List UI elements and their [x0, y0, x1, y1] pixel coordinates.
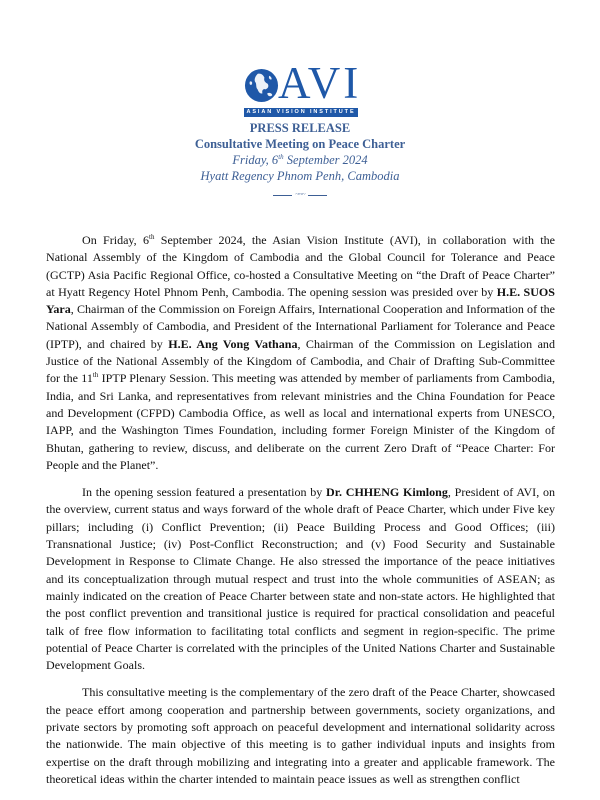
event-date-day: Friday, 6: [232, 153, 279, 167]
text-run: On Friday, 6: [82, 233, 149, 247]
press-release-label: PRESS RELEASE: [249, 121, 351, 135]
text-run: This consultative meeting is the complementary of the zero draft of the Peace Charter, showcased the peace effort among cooperation and partnership between governments, society organizations, and private sectors by promoting soft approach on peaceful development and international solidarity across the nationwide. The main objective of this meeting is to gather individual inputs and insights from expertise on the draft through mobilizing and integrating into a greater and applicable framework. The theoretical ideas within the charter intended to maintain peace issues as well as strengthen conflict: [46, 685, 555, 786]
globe-icon: [244, 68, 279, 103]
divider-ornament-icon: ~◦~◦~: [292, 192, 308, 198]
event-venue: Hyatt Regency Phnom Penh, Cambodia: [200, 169, 400, 183]
paragraph-3: [46, 684, 555, 788]
press-release-body: [46, 232, 555, 798]
text-run: , Chairman of the Commission on Foreign Affairs, International Cooperation and Information of the National Assembly of Cambodia, and President of the International Parliament for Tolerance and Peace (IPTP), and chaired by: [46, 302, 555, 351]
text-run: , President of AVI, on the overview, current status and ways forward of the whole draft of Peace Charter, which under Five key pillars; including (i) Conflict Prevention; (ii) Peace Building Process and Good Offices; (iii) Transnational Justice; (iv) Post-Conflict Reconstruction; and (v) Food Security and Sustainable Development in Response to Climate Change. He also stressed the importance of the peace initiatives and its conceptualization through mutual respect and trust into the whole communities of ASEAN; as mainly indicated on the creation of Peace Charter between state and non-state actors. He highlighted that the post conflict prevention and transitional justice is required for practical consolidation and peaceful talk of free flow information to facilitating total conflicts and segment in region-specific. The prime potential of Peace Charter is correlated with the principles of the United Nations Charter and Sustainable Development Goals.: [46, 485, 555, 673]
text-run: , Chairman of the Commission on Legislation and Justice of the National Assembly of the Kingdom of Cambodia, and Chair of Drafting Sub-Committee for the 11: [46, 336, 555, 386]
logo-subtitle-banner: ASIAN VISION INSTITUTE: [244, 108, 358, 117]
event-date: [0, 152, 600, 168]
ordinal-suffix: th: [92, 371, 99, 380]
ordinal-suffix: th: [149, 233, 155, 241]
avi-logo: [244, 58, 362, 122]
press-release-header: [0, 120, 600, 198]
ornamental-divider: [273, 192, 327, 198]
paragraph-2: [46, 484, 555, 674]
logo-wordmark: AVI: [278, 58, 362, 108]
person-name: Dr. CHHENG Kimlong: [326, 485, 448, 500]
text-run: IPTP Plenary Session. This meeting was attended by member of parliaments from Cambodia, India, and Sri Lanka, and representatives from relevant ministries and the China Foundation for Peace and Development (CFPD) Cambodia Office, as well as local and international experts from UNESCO, IAPP, and the Washington Times Foundation, including former Foreign Minister of the Kingdom of Bhutan, gathering to review, discuss, and deliberate on the current Zero Draft of “Peace Charter: For People and the Planet”.: [46, 371, 555, 472]
text-run: In the opening session featured a presentation by: [82, 485, 327, 500]
person-name: H.E. SUOS Yara: [46, 284, 555, 317]
text-run: September 2024, the Asian Vision Institute (AVI), in collaboration with the National Assembly of the Kingdom of Cambodia and the Global Council for Tolerance and Peace (GCTP) Asia Pacific Regional Office, co-hosted a Consultative Meeting on “the Draft of Peace Charter” at Hyatt Regency Hotel Phnom Penh, Cambodia. The opening session was presided over by: [46, 233, 555, 299]
ordinal-suffix: th: [278, 153, 284, 161]
document-title: Consultative Meeting on Peace Charter: [194, 137, 406, 151]
person-name: H.E. Ang Vong Vathana: [168, 336, 298, 351]
event-date-month-year: September 2024: [283, 153, 368, 167]
paragraph-1: [46, 232, 555, 474]
